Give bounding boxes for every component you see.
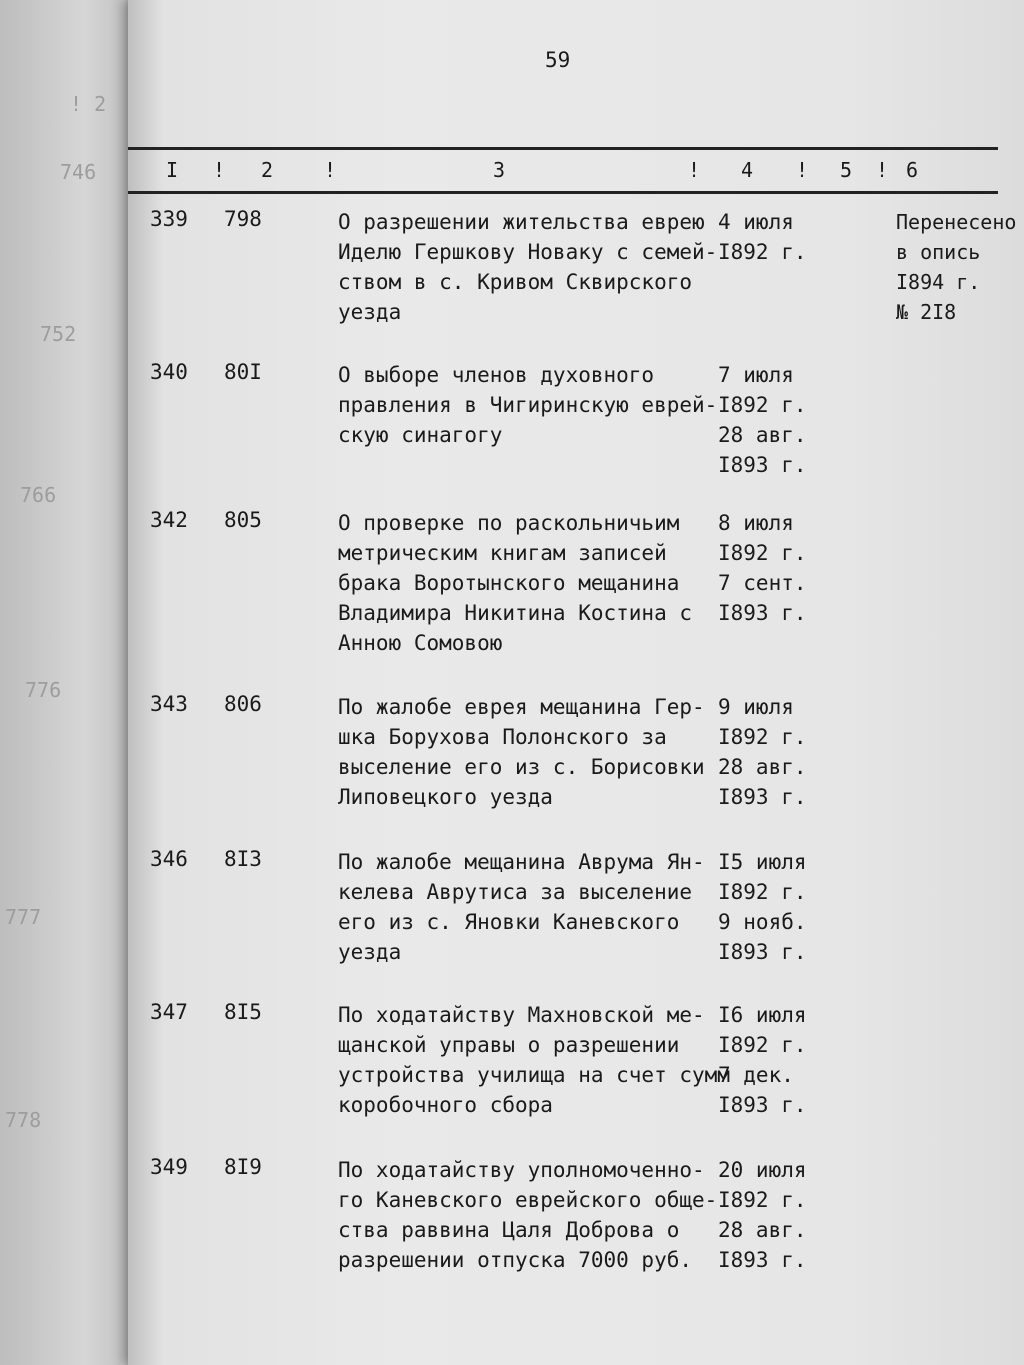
description-line: По ходатайству уполномоченно-	[338, 1158, 705, 1182]
record-description	[338, 1155, 723, 1275]
record-description	[338, 847, 723, 967]
file-number: 80I	[224, 360, 262, 384]
date-line: 4 июля	[718, 210, 794, 234]
record-number: 347	[150, 1000, 188, 1024]
description-line: уезда	[338, 300, 402, 324]
description-line: келева Аврутиса за выселение	[338, 880, 693, 904]
record-description	[338, 360, 723, 450]
description-line: го Каневского еврейского обще-	[338, 1188, 718, 1212]
date-line: I892 г.	[718, 240, 807, 264]
date-line: I892 г.	[718, 1033, 807, 1057]
column-header-3: 3	[493, 158, 506, 182]
file-number: 8I5	[224, 1000, 262, 1024]
column-header-1: I	[166, 158, 179, 182]
description-line: О выборе членов духовного	[338, 363, 655, 387]
description-line: О проверке по раскольничьим	[338, 511, 680, 535]
record-dates	[718, 360, 828, 480]
note-line: Перенесено	[896, 210, 1017, 234]
date-line: 8 июля	[718, 511, 794, 535]
description-line: шка Борухова Полонского за	[338, 725, 667, 749]
date-line: I892 г.	[718, 1188, 807, 1212]
date-line: I6 июля	[718, 1003, 807, 1027]
description-line: метрическим книгам записей	[338, 541, 667, 565]
description-line: О разрешении жительства еврею	[338, 210, 705, 234]
date-line: 20 июля	[718, 1158, 807, 1182]
record-note	[896, 207, 1024, 327]
description-line: Владимира Никитина Костина с	[338, 601, 693, 625]
description-line: По жалобе еврея мещанина Гер-	[338, 695, 705, 719]
column-separator: !	[796, 158, 809, 182]
description-line: устройства училища на счет сумм	[338, 1063, 730, 1087]
date-line: 7 дек.	[718, 1063, 794, 1087]
facing-page-margin-number: 778	[5, 1108, 42, 1132]
date-line: 28 авг.	[718, 755, 807, 779]
date-line: 28 авг.	[718, 423, 807, 447]
column-separator: !	[213, 158, 226, 182]
date-line: I893 г.	[718, 453, 807, 477]
file-number: 806	[224, 692, 262, 716]
column-header-5: 5	[840, 158, 853, 182]
date-line: I893 г.	[718, 601, 807, 625]
date-line: 28 авг.	[718, 1218, 807, 1242]
date-line: I893 г.	[718, 1093, 807, 1117]
date-line: I5 июля	[718, 850, 807, 874]
facing-page-margin-number: 746	[60, 160, 97, 184]
description-line: скую синагогу	[338, 423, 503, 447]
date-line: I892 г.	[718, 880, 807, 904]
file-number: 8I3	[224, 847, 262, 871]
record-number: 349	[150, 1155, 188, 1179]
file-number: 798	[224, 207, 262, 231]
column-separator: !	[876, 158, 889, 182]
date-line: I892 г.	[718, 725, 807, 749]
date-line: I893 г.	[718, 785, 807, 809]
description-line: уезда	[338, 940, 402, 964]
record-number: 342	[150, 508, 188, 532]
column-header-2: 2	[261, 158, 274, 182]
record-dates	[718, 847, 828, 967]
file-number: 805	[224, 508, 262, 532]
record-dates	[718, 207, 828, 267]
record-description	[338, 207, 723, 327]
note-line: № 2I8	[896, 300, 957, 324]
record-number: 346	[150, 847, 188, 871]
description-line: По жалобе мещанина Аврума Ян-	[338, 850, 705, 874]
date-line: 9 июля	[718, 695, 794, 719]
description-line: его из с. Яновки Каневского	[338, 910, 680, 934]
record-dates	[718, 1000, 828, 1120]
description-line: разрешении отпуска 7000 руб.	[338, 1248, 693, 1272]
column-header-6: 6	[906, 158, 919, 182]
column-header-4: 4	[741, 158, 754, 182]
record-description	[338, 1000, 730, 1120]
record-number: 340	[150, 360, 188, 384]
description-line: коробочного сбора	[338, 1093, 553, 1117]
note-line: I894 г.	[896, 270, 981, 294]
column-separator: !	[324, 158, 337, 182]
record-description	[338, 508, 723, 658]
facing-page-margin-number: 766	[20, 483, 57, 507]
facing-page	[0, 0, 140, 1365]
description-line: По ходатайству Махновской ме-	[338, 1003, 705, 1027]
record-dates	[718, 692, 828, 812]
date-line: 7 сент.	[718, 571, 807, 595]
column-separator: !	[688, 158, 701, 182]
description-line: ства раввина Цаля Доброва о	[338, 1218, 680, 1242]
facing-page-margin-number: 777	[5, 905, 42, 929]
file-number: 8I9	[224, 1155, 262, 1179]
description-line: брака Воротынского мещанина	[338, 571, 680, 595]
header-bottom-rule	[128, 191, 998, 194]
date-line: 9 нояб.	[718, 910, 807, 934]
description-line: ством в с. Кривом Сквирского	[338, 270, 693, 294]
document-page	[128, 0, 1024, 1365]
description-line: Липовецкого уезда	[338, 785, 553, 809]
date-line: 7 июля	[718, 363, 794, 387]
facing-page-header-marks: ! 2	[70, 92, 107, 116]
record-description	[338, 692, 723, 812]
facing-page-margin-number: 752	[40, 322, 77, 346]
description-line: щанской управы о разрешении	[338, 1033, 680, 1057]
page-number: 59	[545, 48, 571, 72]
date-line: I892 г.	[718, 393, 807, 417]
date-line: I893 г.	[718, 1248, 807, 1272]
description-line: правления в Чигиринскую еврей-	[338, 393, 718, 417]
record-number: 339	[150, 207, 188, 231]
date-line: I893 г.	[718, 940, 807, 964]
date-line: I892 г.	[718, 541, 807, 565]
description-line: Иделю Гершкову Новаку с семей-	[338, 240, 718, 264]
record-dates	[718, 508, 828, 628]
record-dates	[718, 1155, 828, 1275]
header-top-rule	[128, 147, 998, 150]
description-line: Анною Сомовою	[338, 631, 503, 655]
description-line: выселение его из с. Борисовки	[338, 755, 705, 779]
facing-page-margin-number: 776	[25, 678, 62, 702]
record-number: 343	[150, 692, 188, 716]
note-line: в опись	[896, 240, 981, 264]
